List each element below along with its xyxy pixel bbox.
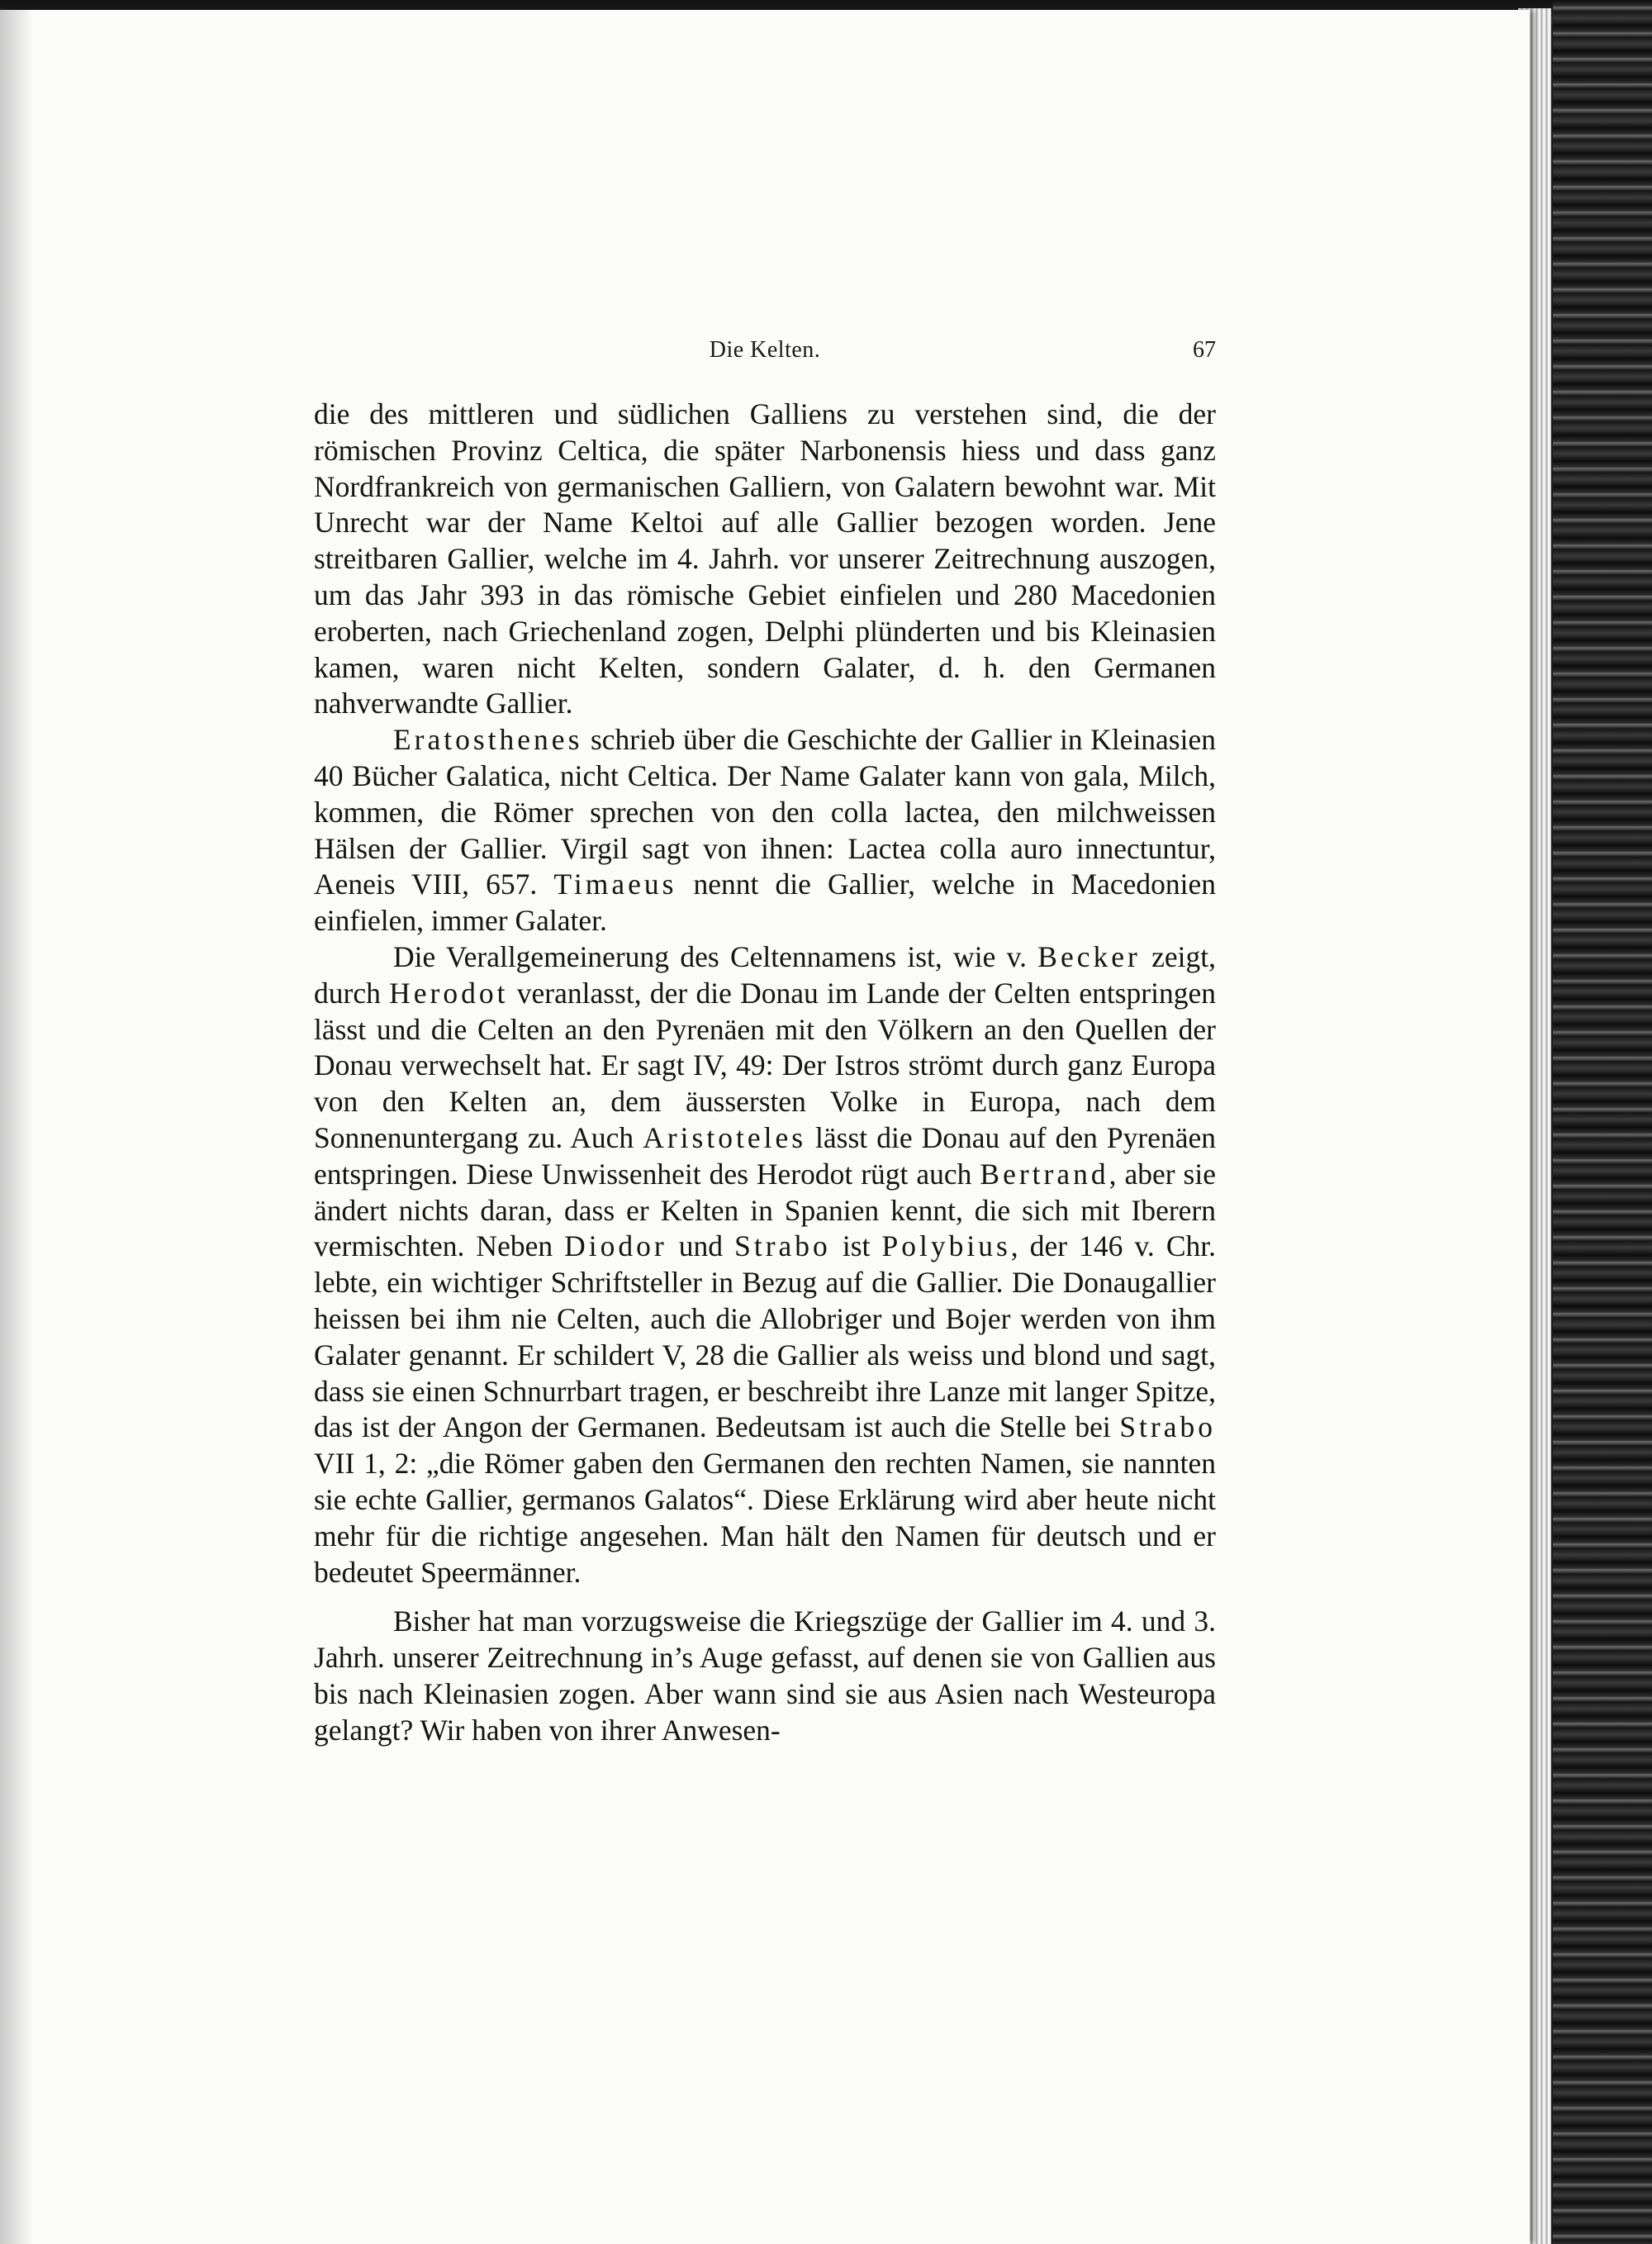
- spaced-name: Timaeus: [553, 868, 677, 901]
- text-run: zeigt, durch: [314, 939, 1216, 1010]
- text-run: , der 146 v. Chr. lebte, ein wichtiger Schriftsteller in Bezug auf die Gallier. Die Donaugallier heissen bei ihm nie Celten, auch die Allobriger und Bojer werden von ihm Galater genannt. Er schildert V, 28 die Gallier als weiss und blond und sagt, dass sie einen Schnurrbart tragen, er beschreibt ihre Lanze mit langer Spitze, das ist der Angon der Germanen. Bedeutsam ist auch die Stelle bei: [314, 1229, 1216, 1444]
- spaced-name: Bertrand: [980, 1157, 1109, 1191]
- spaced-name: Eratosthenes: [393, 723, 583, 757]
- text-run: lässt die Donau auf den Pyrenäen entspringen. Diese Unwissenheit des Herodot rügt auch: [314, 1120, 1217, 1191]
- paragraph-4: [314, 1604, 1216, 1748]
- paragraph-2: [314, 722, 1216, 939]
- text-run: veranlasst, der die Donau im Lande der Celten entspringen lässt und die Celten an den Pyrenäen mit den Völkern an den Quellen der Donau verwechselt hat. Er sagt IV, 49: Der Istros strömt durch ganz Europa von den Kelten an, dem äussersten Volke in Europa, nach dem Sonnenuntergang zu. Auch: [314, 976, 1216, 1154]
- page-number: 67: [1193, 337, 1216, 363]
- body-text: [314, 397, 1216, 1748]
- text-run: Die Verallgemeinerung des Celtennamens ist, wie v.: [393, 939, 1038, 973]
- scan-border-right: [1553, 0, 1652, 2244]
- gutter-shadow: [0, 10, 33, 2244]
- spaced-name: Herodot: [389, 976, 509, 1010]
- text-run: ist: [830, 1229, 882, 1263]
- spaced-name: Polybius: [881, 1229, 1011, 1263]
- text-run: nennt die Gallier, welche in Macedonien einfielen, immer Galater.: [314, 868, 1217, 938]
- text-run: und: [667, 1229, 735, 1263]
- page-header: [314, 337, 1216, 378]
- spaced-name: Strabo: [1119, 1410, 1216, 1444]
- spaced-name: Becker: [1037, 939, 1141, 973]
- text-run: , aber sie ändert nichts daran, dass er Kelten in Spanien kennt, die sich mit Iberern vermischten. Neben: [314, 1157, 1216, 1263]
- spaced-name: Strabo: [734, 1229, 831, 1263]
- paragraph-3: [314, 939, 1216, 1590]
- spaced-name: Aristoteles: [643, 1120, 807, 1154]
- text-run: Bisher hat man vorzugsweise die Kriegszüge der Gallier im 4. und 3. Jahrh. unserer Zeitrechnung in’s Auge gefasst, auf denen sie von Gallien aus bis nach Kleinasien zogen. Aber wann sind sie aus Asien nach Westeuropa gelangt? Wir haben von ihrer Anwesen-: [314, 1605, 1216, 1747]
- text-run: schrieb über die Geschichte der Gallier in Kleinasien 40 Bücher Galatica, nicht Celtica. Der Name Galater kann von gala, Milch, kommen, die Römer sprechen von den colla lactea, den milchweissen Hälsen der Gallier. Virgil sagt von ihnen: Lactea colla auro innectuntur, Aeneis VIII, 657.: [314, 723, 1216, 901]
- running-title: Die Kelten.: [709, 337, 821, 363]
- spaced-name: Diodor: [564, 1229, 667, 1263]
- text-run: VII 1, 2: „die Römer gaben den Germanen den rechten Namen, sie nannten sie echte Gallier, germanos Galatos“. Diese Erklärung wird aber heute nicht mehr für die richtige angesehen. Man hält den Namen für deutsch und er bedeutet Speermänner.: [314, 1447, 1216, 1589]
- text-run: die des mittleren und südlichen Galliens zu verstehen sind, die der römischen Provinz Celtica, die später Narbonensis hiess und dass ganz Nordfrankreich von germanischen Galliern, von Galatern bewohnt war. Mit Unrecht war der Name Keltoi auf alle Gallier bezogen worden. Jene streitbaren Gallier, welche im 4. Jahrh. vor unserer Zeitrechnung auszogen, um das Jahr 393 in das römische Gebiet einfielen und 280 Macedonien eroberten, nach Griechenland zogen, Delphi plünderten und bis Kleinasien kamen, waren nicht Kelten, sondern Galater, d. h. den Germanen nahverwandte Gallier.: [314, 397, 1216, 720]
- paragraph-1: [314, 397, 1216, 722]
